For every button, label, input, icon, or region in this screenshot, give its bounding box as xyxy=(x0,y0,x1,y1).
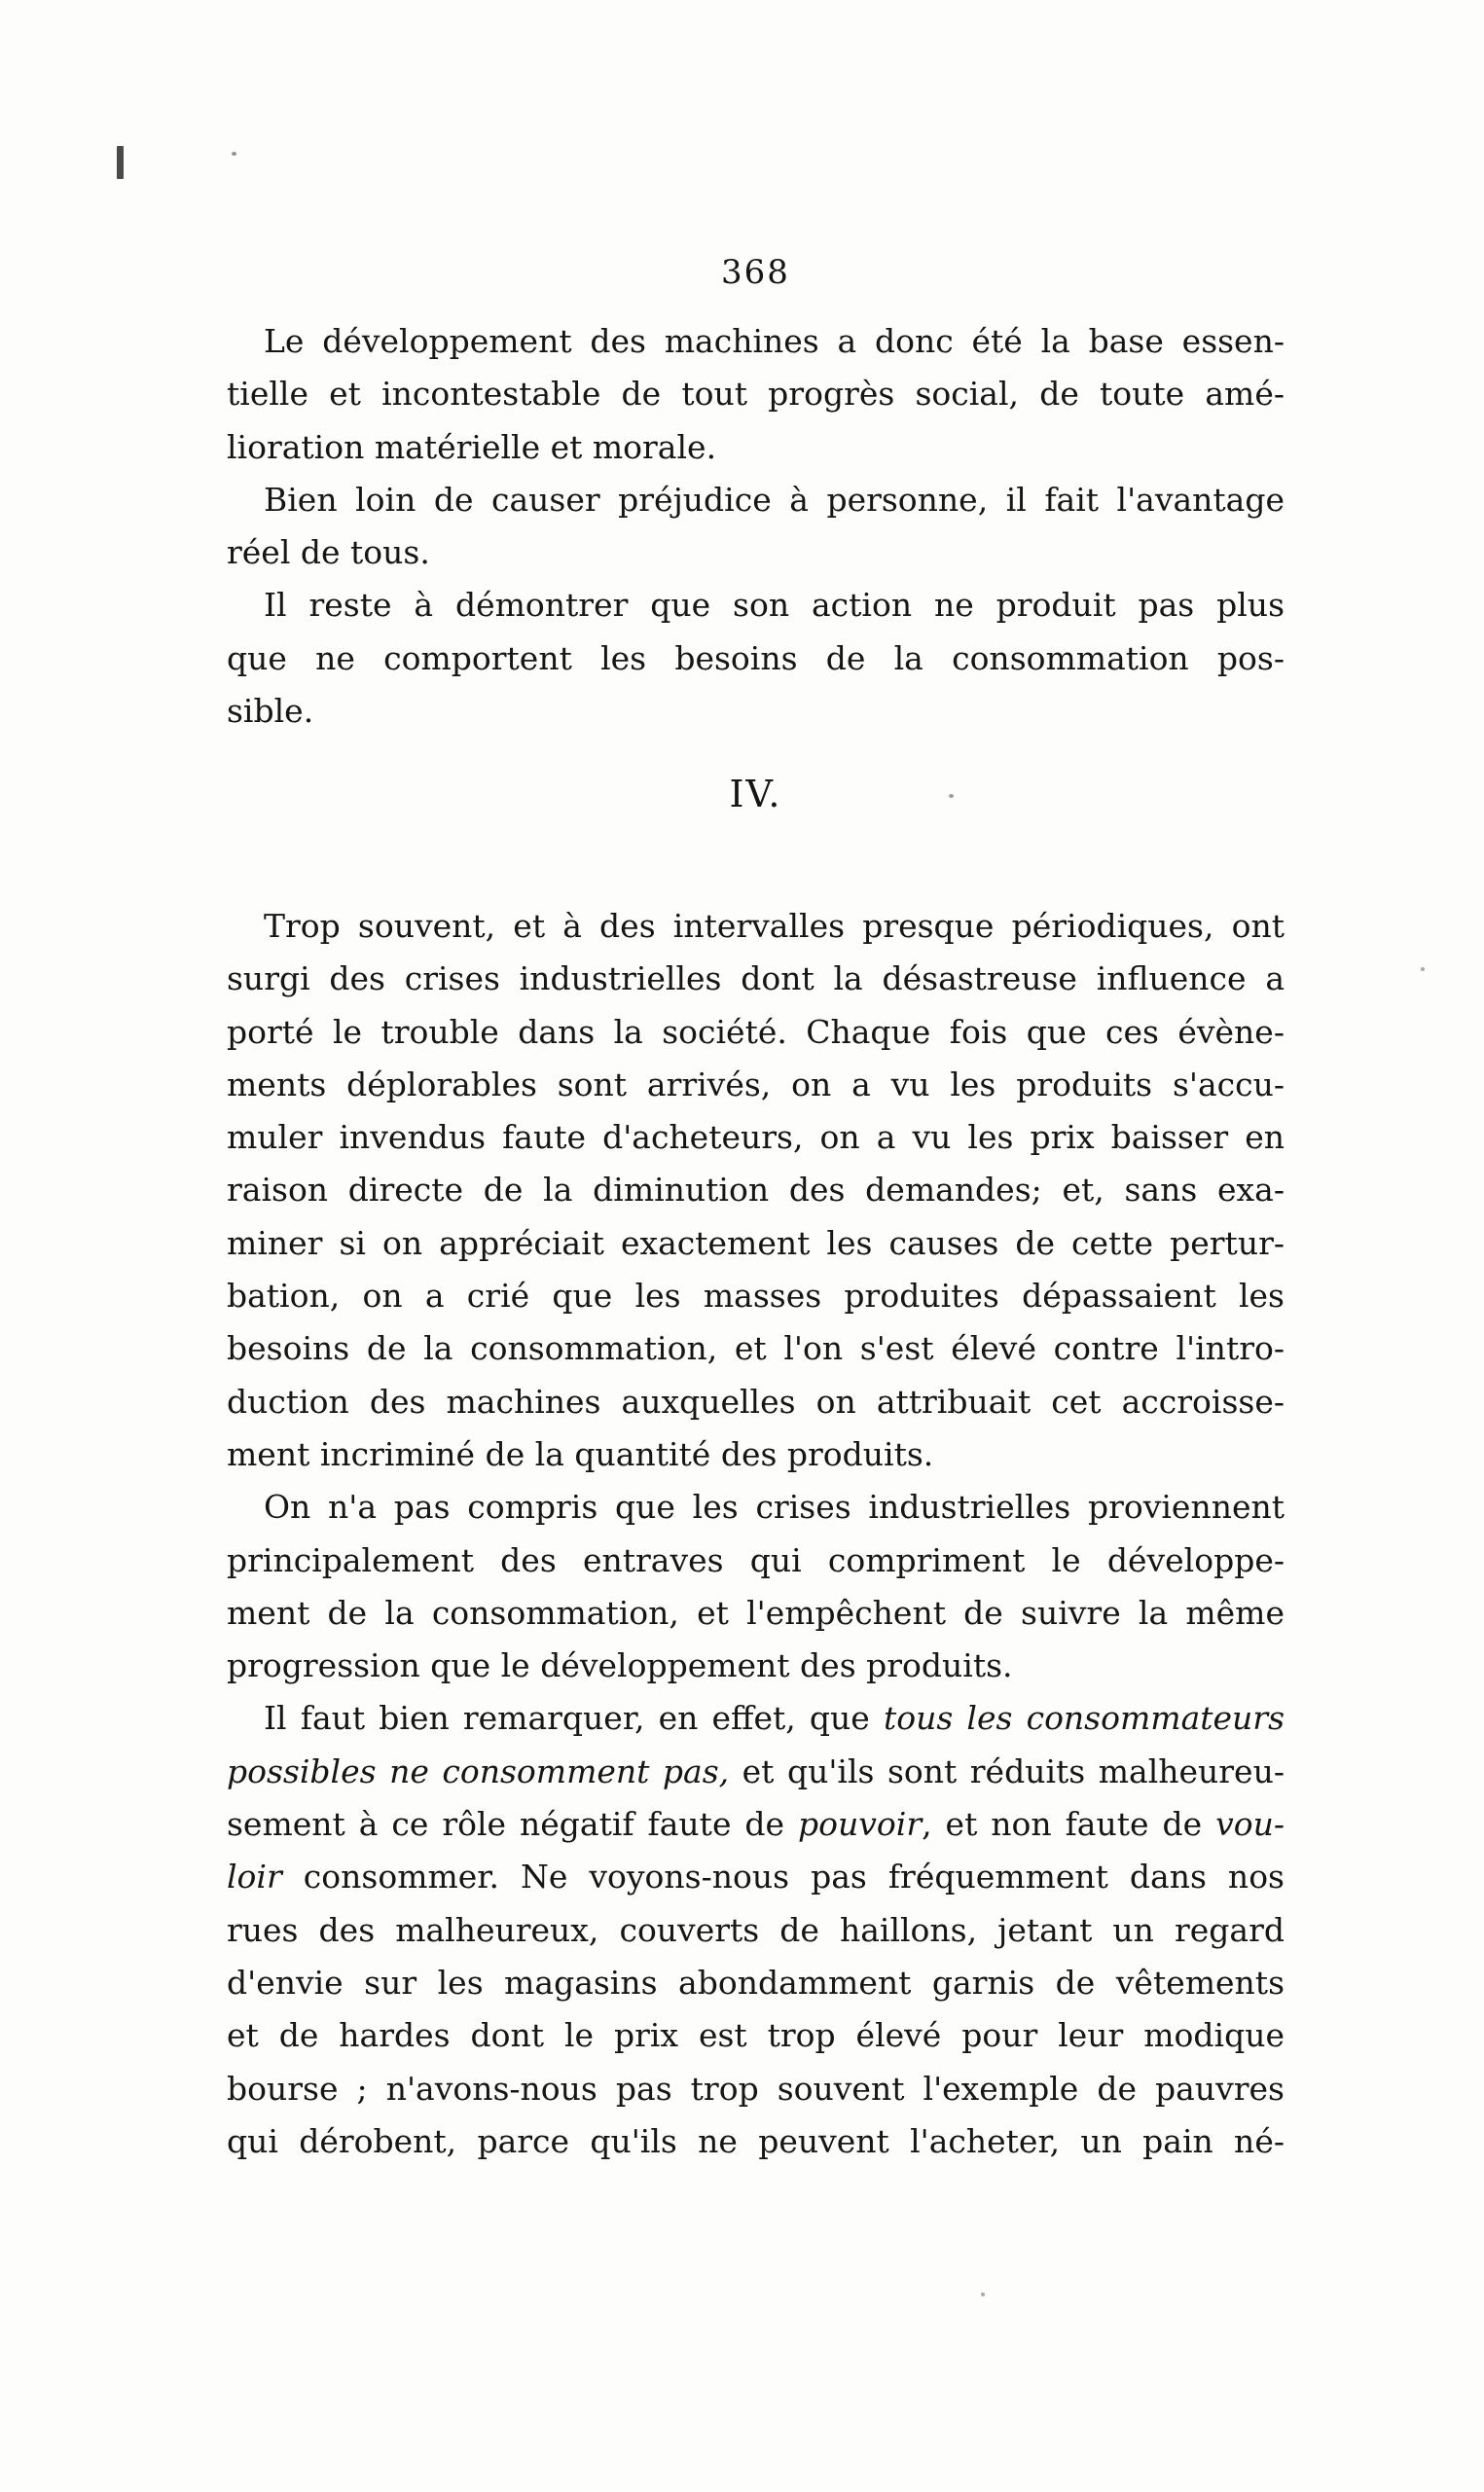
italic-text: loir xyxy=(227,1858,282,1896)
paragraph xyxy=(227,1481,1285,1692)
text-segment: ment incriminé de la quantité des produits. xyxy=(227,1434,934,1473)
scan-artifact xyxy=(981,2293,985,2296)
text-line xyxy=(227,579,1285,632)
italic-text: pouvoir xyxy=(798,1805,923,1844)
text-line xyxy=(227,632,1285,685)
italic-text: tous les consommateurs xyxy=(883,1699,1285,1738)
text-segment: Il reste à démontrer que son action ne produit pas plus xyxy=(264,586,1285,625)
text-line xyxy=(227,2063,1285,2115)
text-line xyxy=(227,1376,1285,1428)
text-segment: rues des malheureux, couverts de haillons, jetant un regard xyxy=(227,1910,1285,1949)
scan-artifact xyxy=(949,794,954,798)
italic-text: vou- xyxy=(1215,1805,1285,1844)
text-line xyxy=(227,685,1285,738)
paragraph xyxy=(227,579,1285,738)
section-heading: IV. xyxy=(729,773,782,815)
text-segment: progression que le développement des produits. xyxy=(227,1646,1013,1685)
text-line xyxy=(227,1006,1285,1059)
text-line xyxy=(227,1164,1285,1216)
paragraph xyxy=(227,315,1285,474)
text-line xyxy=(227,368,1285,420)
text-segment: réel de tous. xyxy=(227,533,430,572)
text-segment: besoins de la consommation, et l'on s'est élevé contre l'intro- xyxy=(227,1329,1285,1368)
text-line xyxy=(227,2115,1285,2168)
text-section-main xyxy=(227,900,1285,2168)
paragraph xyxy=(227,900,1285,1481)
text-line xyxy=(227,1851,1285,1903)
text-segment: et qu'ils sont réduits malheureu- xyxy=(729,1752,1285,1790)
scan-artifact xyxy=(117,146,124,179)
text-segment: ment de la consommation, et l'empêchent de suivre la même xyxy=(227,1593,1285,1632)
text-segment: sement à ce rôle négatif faute de xyxy=(227,1805,799,1844)
text-segment: sible. xyxy=(227,692,314,731)
text-segment: ments déplorables sont arrivés, on a vu les produits s'accu- xyxy=(227,1065,1285,1103)
text-segment: duction des machines auxquelles on attribuait cet accroisse- xyxy=(227,1382,1285,1421)
paragraph xyxy=(227,1692,1285,2168)
scan-artifact xyxy=(232,152,236,156)
text-line xyxy=(227,1428,1285,1481)
text-segment: surgi des crises industrielles dont la désastreuse influence a xyxy=(227,959,1285,998)
text-line xyxy=(227,1217,1285,1270)
text-line xyxy=(227,1535,1285,1587)
text-segment: bation, on a crié que les masses produites dépassaient les xyxy=(227,1277,1285,1316)
text-segment: et de hardes dont le prix est trop élevé pour leur modique xyxy=(227,2016,1285,2055)
text-line xyxy=(227,421,1285,474)
text-segment: miner si on appréciait exactement les causes de cette pertur- xyxy=(227,1223,1285,1262)
text-line xyxy=(227,315,1285,368)
text-line xyxy=(227,1059,1285,1111)
text-line xyxy=(227,474,1285,526)
text-segment: On n'a pas compris que les crises industrielles proviennent xyxy=(264,1488,1285,1527)
text-line xyxy=(227,953,1285,1005)
italic-text: possibles ne consomment pas, xyxy=(227,1752,730,1790)
text-line xyxy=(227,1904,1285,1957)
scan-artifact xyxy=(1421,967,1425,971)
text-segment: tielle et incontestable de tout progrès social, de toute amé- xyxy=(227,375,1285,414)
text-segment: principalement des entraves qui compriment le développe- xyxy=(227,1540,1285,1579)
text-line xyxy=(227,1692,1285,1745)
text-segment: que ne comportent les besoins de la consommation pos- xyxy=(227,638,1285,677)
text-segment: d'envie sur les magasins abondamment garnis de vêtements xyxy=(227,1963,1285,2002)
text-segment: bourse ; n'avons-nous pas trop souvent l'exemple de pauvres xyxy=(227,2069,1285,2108)
text-line xyxy=(227,1270,1285,1322)
text-line xyxy=(227,900,1285,953)
text-line xyxy=(227,1322,1285,1375)
text-line xyxy=(227,1640,1285,1692)
text-segment: Le développement des machines a donc été la base essen- xyxy=(264,322,1285,360)
text-line xyxy=(227,1957,1285,2009)
text-line xyxy=(227,1111,1285,1164)
text-segment: qui dérobent, parce qu'ils ne peuvent l'acheter, un pain né- xyxy=(227,2121,1285,2160)
text-line xyxy=(227,526,1285,579)
text-segment: raison directe de la diminution des demandes; et, sans exa- xyxy=(227,1171,1285,1210)
text-section-top xyxy=(227,315,1285,738)
text-line xyxy=(227,1481,1285,1534)
page-number: 368 xyxy=(721,253,790,292)
text-segment: Trop souvent, et à des intervalles presque périodiques, ont xyxy=(264,907,1285,945)
text-line xyxy=(227,1587,1285,1640)
text-segment: muler invendus faute d'acheteurs, on a vu les prix baisser en xyxy=(227,1118,1285,1157)
text-segment: Bien loin de causer préjudice à personne, il fait l'avantage xyxy=(264,480,1285,519)
text-segment: , et non faute de xyxy=(922,1805,1216,1844)
paragraph xyxy=(227,474,1285,580)
text-line xyxy=(227,1798,1285,1851)
text-segment: porté le trouble dans la société. Chaque fois que ces évène- xyxy=(227,1012,1285,1051)
text-line xyxy=(227,1746,1285,1798)
text-segment: Il faut bien remarquer, en effet, que xyxy=(264,1699,884,1738)
text-segment: consommer. Ne voyons-nous pas fréquemment dans nos xyxy=(281,1858,1285,1896)
text-segment: lioration matérielle et morale. xyxy=(227,427,717,466)
text-line xyxy=(227,2009,1285,2062)
